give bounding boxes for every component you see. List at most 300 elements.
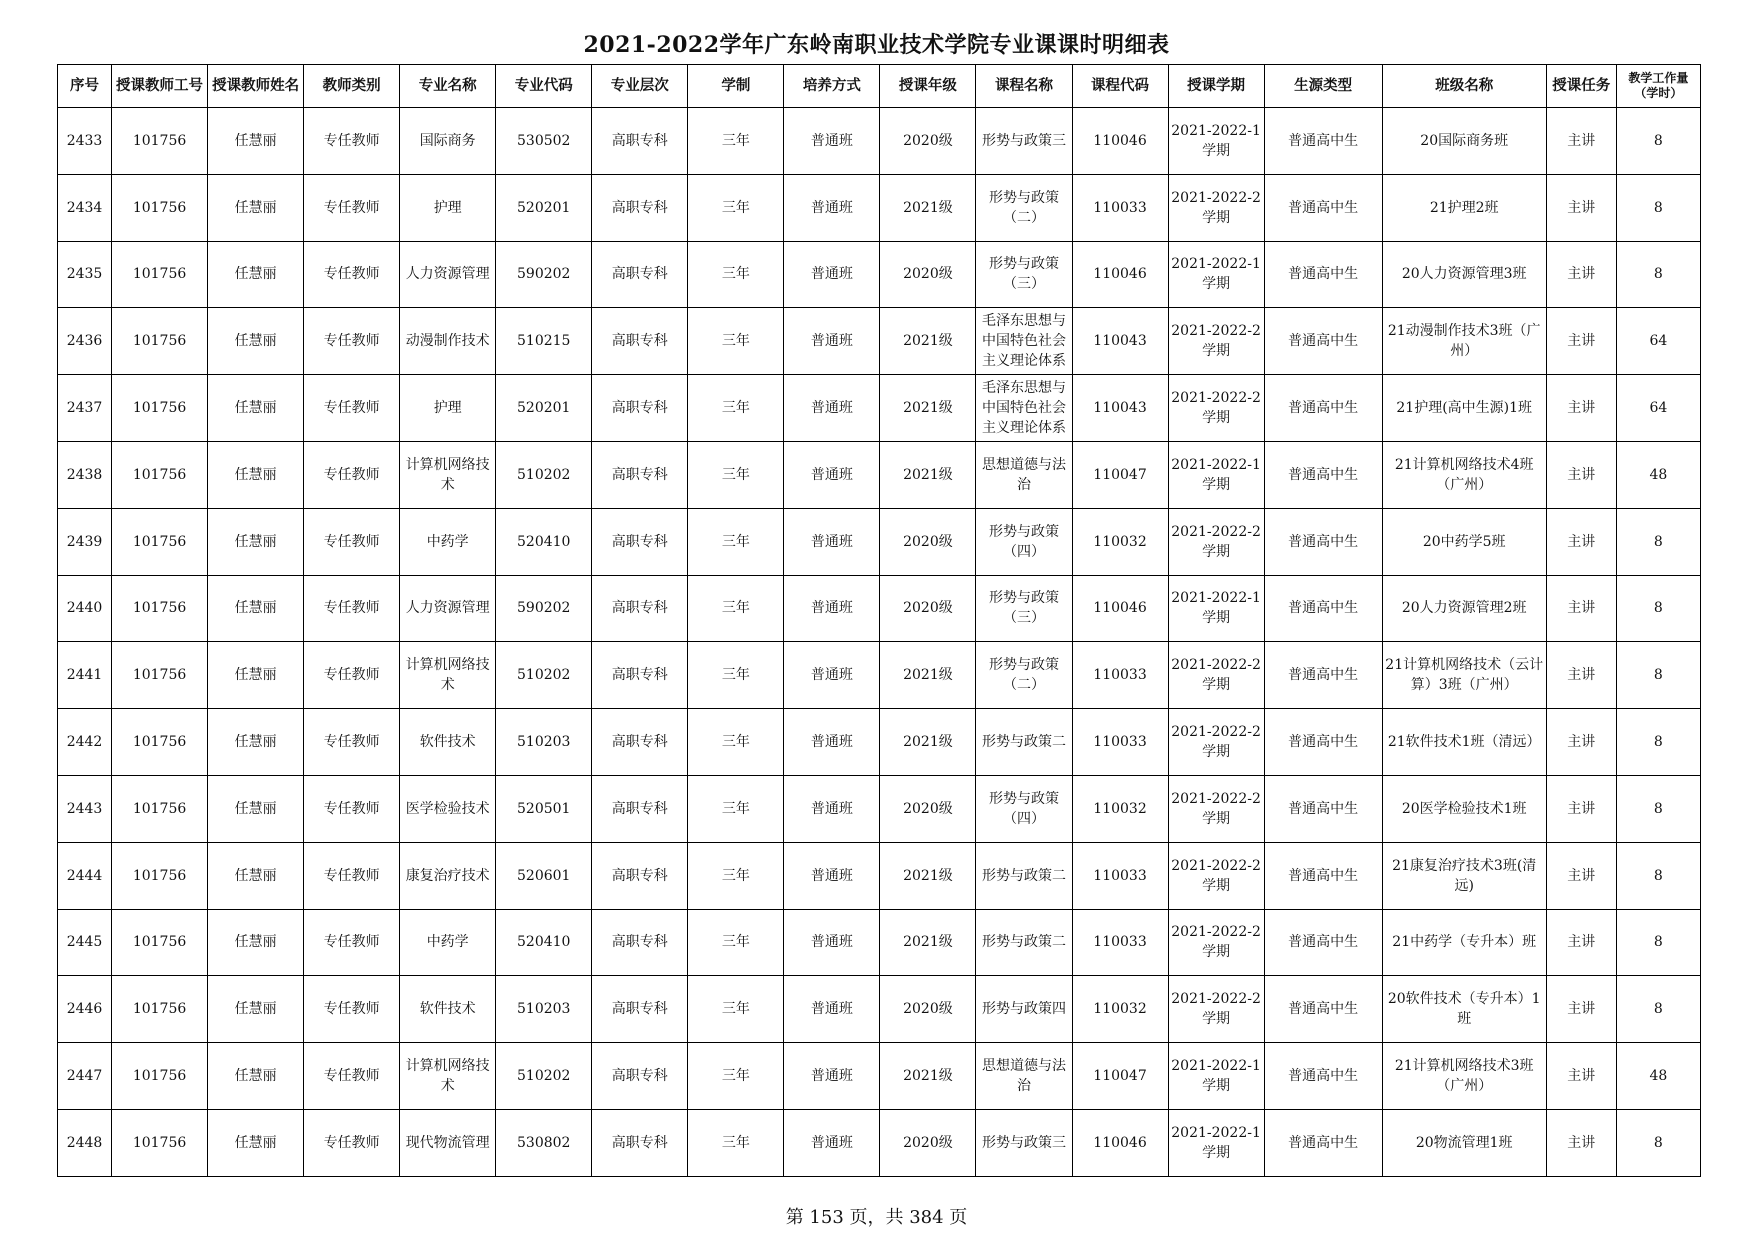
course-name-text: 形势与政策二: [981, 867, 1066, 884]
table-cell: 2020级: [880, 108, 976, 175]
table-cell: 510215: [496, 308, 592, 375]
table-cell: 普通班: [784, 1043, 880, 1110]
table-cell: 590202: [496, 241, 592, 308]
table-cell: 普通高中生: [1264, 575, 1382, 642]
table-cell: 任慧丽: [208, 1109, 304, 1176]
table-cell: 8: [1616, 575, 1700, 642]
table-cell: 2021-2022-1学期: [1168, 1109, 1264, 1176]
table-cell: 20人力资源管理3班: [1382, 241, 1546, 308]
table-cell: 2021-2022-2学期: [1168, 642, 1264, 709]
table-cell: 20软件技术（专升本）1班: [1382, 976, 1546, 1043]
table-cell: 高职专科: [592, 108, 688, 175]
table-cell: 任慧丽: [208, 241, 304, 308]
table-cell: 任慧丽: [208, 709, 304, 776]
table-cell: [976, 709, 1072, 776]
table-cell: 高职专科: [592, 375, 688, 442]
table-cell: 2021级: [880, 1043, 976, 1110]
table-cell: 520410: [496, 909, 592, 976]
table-cell: 康复治疗技术: [400, 842, 496, 909]
table-cell: 110033: [1072, 174, 1168, 241]
table-cell: 动漫制作技术: [400, 308, 496, 375]
table-cell: 普通高中生: [1264, 508, 1382, 575]
table-cell: 2021-2022-1学期: [1168, 1043, 1264, 1110]
table-cell: 2021级: [880, 709, 976, 776]
table-cell: 2439: [58, 508, 112, 575]
table-cell: 任慧丽: [208, 842, 304, 909]
table-cell: 三年: [688, 108, 784, 175]
table-cell: [976, 174, 1072, 241]
table-cell: [976, 375, 1072, 442]
column-header: 教学工作量（学时）: [1616, 65, 1700, 108]
table-cell: 2021-2022-2学期: [1168, 909, 1264, 976]
column-header: 班级名称: [1382, 65, 1546, 108]
table-row: [58, 709, 1701, 776]
table-cell: 专任教师: [304, 976, 400, 1043]
column-header: 授课教师工号: [112, 65, 208, 108]
table-cell: 20中药学5班: [1382, 508, 1546, 575]
table-cell: [976, 108, 1072, 175]
table-row: [58, 775, 1701, 842]
table-cell: 520201: [496, 375, 592, 442]
table-cell: 三年: [688, 375, 784, 442]
table-cell: 2021-2022-2学期: [1168, 174, 1264, 241]
table-cell: 医学检验技术: [400, 775, 496, 842]
table-cell: 110046: [1072, 241, 1168, 308]
table-cell: 8: [1616, 508, 1700, 575]
table-cell: 主讲: [1546, 709, 1616, 776]
table-cell: 高职专科: [592, 508, 688, 575]
table-cell: 21康复治疗技术3班(清远): [1382, 842, 1546, 909]
table-cell: 110033: [1072, 709, 1168, 776]
table-cell: 专任教师: [304, 1043, 400, 1110]
table-cell: 任慧丽: [208, 976, 304, 1043]
table-cell: 普通高中生: [1264, 1109, 1382, 1176]
table-cell: 普通高中生: [1264, 976, 1382, 1043]
table-cell: 110046: [1072, 108, 1168, 175]
table-cell: 普通班: [784, 375, 880, 442]
table-cell: 2436: [58, 308, 112, 375]
table-cell: 普通班: [784, 775, 880, 842]
table-cell: 2021-2022-1学期: [1168, 241, 1264, 308]
table-row: [58, 375, 1701, 442]
table-cell: 101756: [112, 709, 208, 776]
table-cell: 普通班: [784, 842, 880, 909]
table-cell: 2020级: [880, 508, 976, 575]
table-cell: 护理: [400, 174, 496, 241]
table-cell: 101756: [112, 842, 208, 909]
table-cell: 2021-2022-2学期: [1168, 375, 1264, 442]
table-cell: 21动漫制作技术3班（广州）: [1382, 308, 1546, 375]
table-row: [58, 976, 1701, 1043]
table-cell: [976, 575, 1072, 642]
table-cell: 三年: [688, 241, 784, 308]
table-cell: 专任教师: [304, 508, 400, 575]
table-cell: 530802: [496, 1109, 592, 1176]
table-cell: 110043: [1072, 375, 1168, 442]
table-cell: 任慧丽: [208, 375, 304, 442]
table-row: [58, 174, 1701, 241]
table-cell: 2021级: [880, 842, 976, 909]
course-name-text: 形势与政策三: [981, 1134, 1066, 1151]
table-cell: 高职专科: [592, 1043, 688, 1110]
table-cell: 中药学: [400, 909, 496, 976]
table-cell: 普通高中生: [1264, 842, 1382, 909]
table-cell: 普通高中生: [1264, 1043, 1382, 1110]
table-cell: 510202: [496, 642, 592, 709]
course-name-text: 思想道德与法治: [981, 1058, 1066, 1095]
table-cell: 2020级: [880, 241, 976, 308]
table-cell: 高职专科: [592, 709, 688, 776]
table-cell: 高职专科: [592, 642, 688, 709]
table-cell: 8: [1616, 842, 1700, 909]
table-body: [58, 108, 1701, 1177]
table-cell: 普通高中生: [1264, 308, 1382, 375]
table-cell: 2440: [58, 575, 112, 642]
table-cell: 主讲: [1546, 842, 1616, 909]
table-cell: 520201: [496, 174, 592, 241]
table-row: [58, 1109, 1701, 1176]
table-cell: 主讲: [1546, 976, 1616, 1043]
table-cell: 三年: [688, 976, 784, 1043]
table-cell: 2445: [58, 909, 112, 976]
column-header: 课程代码: [1072, 65, 1168, 108]
column-header: 专业名称: [400, 65, 496, 108]
table-cell: 现代物流管理: [400, 1109, 496, 1176]
table-cell: 专任教师: [304, 108, 400, 175]
table-cell: 2021-2022-1学期: [1168, 441, 1264, 508]
column-header: 授课学期: [1168, 65, 1264, 108]
table-cell: 8: [1616, 1109, 1700, 1176]
table-cell: 任慧丽: [208, 1043, 304, 1110]
table-cell: [976, 842, 1072, 909]
table-row: [58, 508, 1701, 575]
table-cell: 520501: [496, 775, 592, 842]
table-cell: 2438: [58, 441, 112, 508]
table-cell: 2443: [58, 775, 112, 842]
table-cell: 专任教师: [304, 241, 400, 308]
table-cell: 普通高中生: [1264, 909, 1382, 976]
table-cell: 8: [1616, 976, 1700, 1043]
table-cell: 三年: [688, 1109, 784, 1176]
table-cell: 8: [1616, 108, 1700, 175]
table-cell: 48: [1616, 1043, 1700, 1110]
course-name-text: 形势与政策（二）: [988, 657, 1059, 694]
table-cell: 主讲: [1546, 441, 1616, 508]
table-cell: 主讲: [1546, 1109, 1616, 1176]
table-cell: 任慧丽: [208, 174, 304, 241]
table-cell: 任慧丽: [208, 642, 304, 709]
table-cell: 2020级: [880, 575, 976, 642]
table-cell: 21软件技术1班（清远）: [1382, 709, 1546, 776]
table-cell: 主讲: [1546, 375, 1616, 442]
table-cell: 普通班: [784, 241, 880, 308]
table-cell: 任慧丽: [208, 108, 304, 175]
table-cell: 专任教师: [304, 909, 400, 976]
table-cell: 人力资源管理: [400, 241, 496, 308]
table-cell: 三年: [688, 709, 784, 776]
table-row: [58, 642, 1701, 709]
table-cell: 人力资源管理: [400, 575, 496, 642]
table-cell: 专任教师: [304, 709, 400, 776]
table-cell: 专任教师: [304, 575, 400, 642]
table-cell: 110047: [1072, 441, 1168, 508]
column-header: 专业层次: [592, 65, 688, 108]
table-cell: 2434: [58, 174, 112, 241]
table-cell: 101756: [112, 508, 208, 575]
course-name-text: 形势与政策（四）: [988, 790, 1059, 827]
table-cell: 2433: [58, 108, 112, 175]
table-cell: 520601: [496, 842, 592, 909]
table-cell: 主讲: [1546, 241, 1616, 308]
table-cell: 专任教师: [304, 174, 400, 241]
table-cell: 2435: [58, 241, 112, 308]
table-cell: [976, 775, 1072, 842]
table-cell: 普通高中生: [1264, 709, 1382, 776]
table-cell: 510203: [496, 709, 592, 776]
table-cell: 2021级: [880, 375, 976, 442]
table-cell: 110046: [1072, 1109, 1168, 1176]
table-cell: 三年: [688, 174, 784, 241]
column-header: 课程名称: [976, 65, 1072, 108]
table-cell: 64: [1616, 308, 1700, 375]
table-cell: 三年: [688, 441, 784, 508]
table-cell: 高职专科: [592, 174, 688, 241]
table-cell: 主讲: [1546, 508, 1616, 575]
table-cell: 三年: [688, 508, 784, 575]
table-cell: 2020级: [880, 775, 976, 842]
table-cell: 101756: [112, 241, 208, 308]
table-cell: 普通班: [784, 976, 880, 1043]
column-header: 授课年级: [880, 65, 976, 108]
table-cell: 110032: [1072, 508, 1168, 575]
table-cell: 主讲: [1546, 108, 1616, 175]
table-cell: 普通班: [784, 575, 880, 642]
table-row: [58, 1043, 1701, 1110]
table-cell: 2021级: [880, 909, 976, 976]
table-cell: 主讲: [1546, 308, 1616, 375]
table-cell: 高职专科: [592, 909, 688, 976]
table-row: [58, 241, 1701, 308]
table-cell: 110032: [1072, 976, 1168, 1043]
table-cell: [976, 1109, 1072, 1176]
table-cell: 主讲: [1546, 909, 1616, 976]
table-cell: 101756: [112, 1043, 208, 1110]
table-cell: 高职专科: [592, 441, 688, 508]
table-cell: 21护理2班: [1382, 174, 1546, 241]
table-cell: 20国际商务班: [1382, 108, 1546, 175]
table-cell: [976, 241, 1072, 308]
table-cell: 110033: [1072, 842, 1168, 909]
table-cell: 21中药学（专升本）班: [1382, 909, 1546, 976]
table-cell: 2021-2022-2学期: [1168, 976, 1264, 1043]
table-cell: 任慧丽: [208, 909, 304, 976]
table-cell: 510202: [496, 441, 592, 508]
table-cell: 专任教师: [304, 308, 400, 375]
table-cell: [976, 508, 1072, 575]
table-row: [58, 909, 1701, 976]
table-cell: 普通班: [784, 642, 880, 709]
column-header: 学制: [688, 65, 784, 108]
table-cell: 510202: [496, 1043, 592, 1110]
table-cell: 110033: [1072, 642, 1168, 709]
table-cell: 2021-2022-2学期: [1168, 508, 1264, 575]
table-cell: 专任教师: [304, 1109, 400, 1176]
table-cell: 三年: [688, 642, 784, 709]
table-cell: 主讲: [1546, 174, 1616, 241]
column-header: 序号: [58, 65, 112, 108]
table-cell: [976, 441, 1072, 508]
table-cell: 专任教师: [304, 441, 400, 508]
table-cell: 8: [1616, 709, 1700, 776]
table-cell: 高职专科: [592, 842, 688, 909]
course-name-text: 形势与政策四: [981, 1001, 1066, 1018]
table-cell: 三年: [688, 775, 784, 842]
table-cell: 三年: [688, 842, 784, 909]
table-cell: 2021级: [880, 308, 976, 375]
table-cell: 110032: [1072, 775, 1168, 842]
table-cell: 590202: [496, 575, 592, 642]
table-cell: 2441: [58, 642, 112, 709]
table-cell: 专任教师: [304, 842, 400, 909]
table-cell: 普通高中生: [1264, 108, 1382, 175]
table-cell: 110046: [1072, 575, 1168, 642]
table-cell: 普通高中生: [1264, 375, 1382, 442]
table-cell: 110033: [1072, 909, 1168, 976]
table-cell: 主讲: [1546, 575, 1616, 642]
course-name-text: 形势与政策（二）: [988, 189, 1059, 226]
page-footer: 第 153 页，共 384 页: [785, 1207, 968, 1228]
table-cell: 2446: [58, 976, 112, 1043]
table-cell: 普通高中生: [1264, 174, 1382, 241]
table-cell: 2021级: [880, 174, 976, 241]
column-header: 专业代码: [496, 65, 592, 108]
table-cell: [976, 909, 1072, 976]
table-row: [58, 108, 1701, 175]
course-name-text: 思想道德与法治: [981, 456, 1066, 493]
table-cell: 101756: [112, 775, 208, 842]
table-cell: 101756: [112, 375, 208, 442]
table-cell: 48: [1616, 441, 1700, 508]
table-cell: 高职专科: [592, 1109, 688, 1176]
table-cell: 64: [1616, 375, 1700, 442]
table-cell: 软件技术: [400, 976, 496, 1043]
table-cell: 2442: [58, 709, 112, 776]
table-cell: 普通高中生: [1264, 775, 1382, 842]
table-cell: 2021-2022-2学期: [1168, 308, 1264, 375]
table-cell: 8: [1616, 241, 1700, 308]
table-cell: 主讲: [1546, 1043, 1616, 1110]
table-cell: 主讲: [1546, 775, 1616, 842]
table-cell: 普通高中生: [1264, 241, 1382, 308]
table-cell: 21计算机网络技术3班（广州）: [1382, 1043, 1546, 1110]
table-cell: 520410: [496, 508, 592, 575]
table-cell: 101756: [112, 174, 208, 241]
table-cell: 101756: [112, 308, 208, 375]
table-cell: 计算机网络技术: [400, 642, 496, 709]
table-cell: 任慧丽: [208, 441, 304, 508]
table-cell: 软件技术: [400, 709, 496, 776]
table-cell: 高职专科: [592, 575, 688, 642]
document-title: 2021-2022学年广东岭南职业技术学院专业课课时明细表: [583, 32, 1170, 58]
course-name-text: 形势与政策（三）: [988, 256, 1059, 293]
table-cell: [976, 642, 1072, 709]
table-cell: 普通班: [784, 108, 880, 175]
table-cell: 普通高中生: [1264, 441, 1382, 508]
table-cell: 101756: [112, 1109, 208, 1176]
table-cell: 中药学: [400, 508, 496, 575]
table-cell: 2021级: [880, 642, 976, 709]
table-cell: 20医学检验技术1班: [1382, 775, 1546, 842]
table-cell: 8: [1616, 642, 1700, 709]
table-cell: [976, 1043, 1072, 1110]
table-cell: 101756: [112, 642, 208, 709]
table-cell: 三年: [688, 575, 784, 642]
table-cell: 21计算机网络技术（云计算）3班（广州）: [1382, 642, 1546, 709]
table-cell: 8: [1616, 775, 1700, 842]
table-cell: 普通班: [784, 441, 880, 508]
course-name-text: 形势与政策二: [981, 734, 1066, 751]
table-row: [58, 308, 1701, 375]
table-cell: 普通班: [784, 709, 880, 776]
table-cell: 计算机网络技术: [400, 441, 496, 508]
table-cell: 高职专科: [592, 241, 688, 308]
table-cell: 2448: [58, 1109, 112, 1176]
column-header: 培养方式: [784, 65, 880, 108]
table-cell: 三年: [688, 909, 784, 976]
table-cell: 2021-2022-1学期: [1168, 575, 1264, 642]
table-row: [58, 842, 1701, 909]
course-name-text: 形势与政策三: [981, 132, 1066, 149]
table-cell: 2021级: [880, 441, 976, 508]
table-cell: 高职专科: [592, 308, 688, 375]
table-cell: 高职专科: [592, 775, 688, 842]
table-cell: 530502: [496, 108, 592, 175]
column-header: 授课任务: [1546, 65, 1616, 108]
table-cell: 101756: [112, 108, 208, 175]
table-cell: 任慧丽: [208, 508, 304, 575]
table-cell: 2020级: [880, 976, 976, 1043]
column-header: 授课教师姓名: [208, 65, 304, 108]
table-cell: [976, 308, 1072, 375]
table-cell: 2437: [58, 375, 112, 442]
table-cell: 101756: [112, 575, 208, 642]
table-row: [58, 441, 1701, 508]
table-cell: 主讲: [1546, 642, 1616, 709]
column-header: 教师类别: [304, 65, 400, 108]
table-cell: 普通班: [784, 308, 880, 375]
table-cell: 三年: [688, 1043, 784, 1110]
table-cell: 普通高中生: [1264, 642, 1382, 709]
table-cell: 21计算机网络技术4班（广州）: [1382, 441, 1546, 508]
table-cell: 8: [1616, 909, 1700, 976]
table-cell: 普通班: [784, 909, 880, 976]
table-cell: 8: [1616, 174, 1700, 241]
table-cell: 2021-2022-1学期: [1168, 108, 1264, 175]
table-cell: 101756: [112, 909, 208, 976]
table-cell: 110043: [1072, 308, 1168, 375]
table-row: [58, 575, 1701, 642]
table-cell: 101756: [112, 441, 208, 508]
course-name-text: 形势与政策（三）: [988, 590, 1059, 627]
table-cell: 高职专科: [592, 976, 688, 1043]
table-header-row: [58, 65, 1701, 108]
table-cell: 510203: [496, 976, 592, 1043]
table-cell: 专任教师: [304, 375, 400, 442]
column-header: 生源类型: [1264, 65, 1382, 108]
table-cell: 专任教师: [304, 642, 400, 709]
table-cell: 任慧丽: [208, 308, 304, 375]
course-name-text: 形势与政策（四）: [988, 523, 1059, 560]
